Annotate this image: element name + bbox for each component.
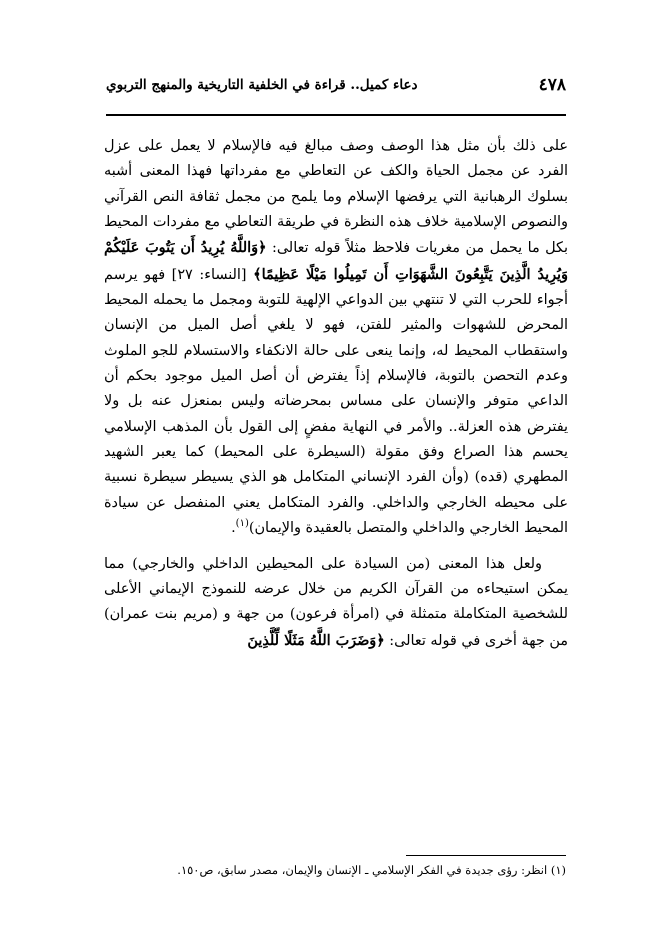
paragraph-2-text: ولعل هذا المعنى (من السيادة على المحيطين الداخلي والخارجي) مما يمكن استيحاءه من القرآن الكريم من خلال عرضه للنموذج الإيماني الأعلى للشخصية المتكاملة متمثلة في (امرأة فرعون) من جهة و (مريم بنت عمران) من جهة أخرى في قوله تعالى: (104, 555, 568, 649)
running-title: دعاء كميل.. قراءة في الخلفية التاريخية والمنهج التربوي (106, 77, 418, 93)
header-divider (106, 114, 566, 116)
paragraph-2 (104, 552, 568, 654)
quran-verse-1: ﴿وَاللَّهُ يُرِيدُ أَن يَتُوبَ عَلَيْكُمْ وَيُرِيدُ الَّذِينَ يَتَّبِعُونَ الشَّهَوَاتِ أَن تَمِيلُوا مَيْلًا عَظِيمًا﴾ (104, 239, 569, 283)
quran-verse-2: ﴿وَضَرَبَ اللَّهُ مَثَلًا لِّلَّذِينَ (247, 631, 385, 649)
paragraph-1 (104, 134, 568, 542)
page-number: ٤٧٨ (538, 75, 566, 95)
main-text (104, 134, 568, 654)
paragraph-1-text-a: على ذلك بأن مثل هذا الوصف وصف مبالغ فيه فالإسلام لا يعمل على عزل الفرد عن مجمل الحياة والكف عن التعاطي مع مفرداتها فهذا المعنى أشبه بسلوك الرهبانية التي يرفضها الإسلام وما يلمح من مجمل ثقافة النص القرآني والنصوص الإسلامية خلاف هذه النظرة في طريقة التعاطي مع مفردات المحيط بكل ما يحمل من مغريات فلاحظ مثلاً قوله تعالى: (104, 138, 569, 257)
footnote: (١) انظر: رؤى جديدة في الفكر الإسلامي ـ الإنسان والإيمان، مصدر سابق، ص١٥٠. (177, 863, 566, 877)
footnote-reference[interactable]: (١) (235, 518, 249, 530)
page-header (106, 70, 566, 100)
paragraph-1-period: . (231, 520, 236, 537)
paragraph-1-text-b: [النساء: ٢٧] فهو يرسم أجواء للحرب التي لا تنتهي بين الدواعي الإلهية للتوبة ومجمل ما يحمله المحيط المحرض للشهوات والمثير للفتن، فهو لا يلغي أصل الميل من الإنسان واستقطاب المحيط له، وإنما ينعى على حالة الانكفاء والاستسلام للجو الملوث وعدم التحصن بالتوبة، فالإسلام إذاً يفترض أن أصل الميل موجود بحكم أن الداعي متوفر والإنسان على مساس بمحرضاته وليس بمنعزل عنه بل ولا يفترض هذه العزلة.. والأمر في النهاية مفضٍ إلى القول بأن المذهب الإسلامي يحسم هذا الصراع وفق مقولة (السيطرة على المحيط) كما يعبر الشهيد المطهري (قده) (وأن الفرد الإنساني المتكامل هو الذي يسيطر سيطرة نسبية على محيطه الخارجي والداخلي. والفرد المتكامل يعني المنفصل عن سيادة المحيط الخارجي والداخلي والمتصل بالعقيدة والإيمان) (104, 266, 568, 537)
footnote-divider (406, 855, 566, 856)
